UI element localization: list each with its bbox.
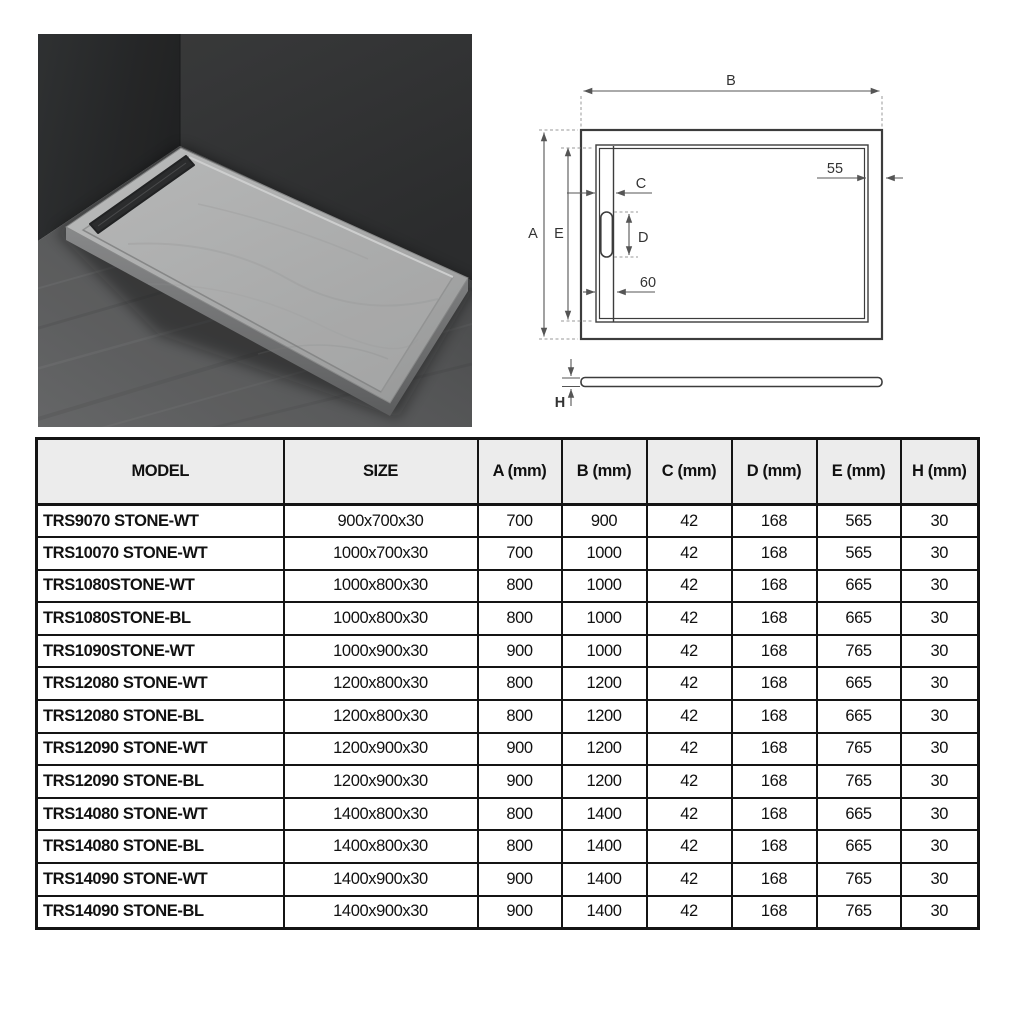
cell-h: 30	[901, 733, 979, 766]
cell-d: 168	[732, 830, 817, 863]
table-row	[37, 700, 979, 733]
diagram-svg	[490, 28, 1005, 430]
cell-e: 665	[817, 570, 901, 603]
dim-label-a: A	[528, 226, 538, 242]
cell-c: 42	[647, 700, 732, 733]
table-row	[37, 537, 979, 570]
cell-c: 42	[647, 896, 732, 929]
dim-value-55: 55	[826, 161, 844, 177]
cell-b: 1200	[562, 700, 647, 733]
cell-b: 1200	[562, 733, 647, 766]
dim-label-c: C	[635, 176, 647, 192]
cell-size: 900x700x30	[284, 505, 478, 538]
cell-size: 1200x800x30	[284, 700, 478, 733]
cell-a: 900	[478, 765, 562, 798]
cell-h: 30	[901, 570, 979, 603]
cell-a: 800	[478, 830, 562, 863]
header-b: B (mm)	[562, 439, 647, 505]
cell-h: 30	[901, 667, 979, 700]
spec-table-body	[37, 505, 979, 929]
header-a: A (mm)	[478, 439, 562, 505]
cell-d: 168	[732, 863, 817, 896]
cell-a: 900	[478, 635, 562, 668]
cell-e: 665	[817, 700, 901, 733]
header-d: D (mm)	[732, 439, 817, 505]
cell-a: 800	[478, 667, 562, 700]
cell-d: 168	[732, 570, 817, 603]
cell-model: TRS12080 STONE-BL	[37, 700, 284, 733]
cell-a: 900	[478, 733, 562, 766]
cell-a: 900	[478, 863, 562, 896]
cell-b: 1400	[562, 830, 647, 863]
cell-e: 765	[817, 896, 901, 929]
cell-h: 30	[901, 537, 979, 570]
cell-e: 665	[817, 798, 901, 831]
photo-scene	[38, 34, 472, 427]
cell-b: 1000	[562, 635, 647, 668]
cell-size: 1000x700x30	[284, 537, 478, 570]
table-row	[37, 733, 979, 766]
table-row	[37, 830, 979, 863]
cell-d: 168	[732, 896, 817, 929]
cell-h: 30	[901, 505, 979, 538]
cell-e: 565	[817, 537, 901, 570]
cell-model: TRS14080 STONE-WT	[37, 798, 284, 831]
cell-size: 1400x800x30	[284, 830, 478, 863]
cell-model: TRS12090 STONE-WT	[37, 733, 284, 766]
cell-c: 42	[647, 765, 732, 798]
product-photo	[38, 34, 472, 427]
table-row	[37, 863, 979, 896]
cell-e: 665	[817, 602, 901, 635]
cell-c: 42	[647, 863, 732, 896]
header-h: H (mm)	[901, 439, 979, 505]
cell-size: 1000x900x30	[284, 635, 478, 668]
cell-h: 30	[901, 798, 979, 831]
cell-size: 1000x800x30	[284, 602, 478, 635]
cell-d: 168	[732, 700, 817, 733]
cell-e: 665	[817, 667, 901, 700]
cell-c: 42	[647, 635, 732, 668]
cell-h: 30	[901, 863, 979, 896]
cell-d: 168	[732, 505, 817, 538]
cell-d: 168	[732, 667, 817, 700]
cell-e: 765	[817, 863, 901, 896]
cell-e: 765	[817, 635, 901, 668]
header-e: E (mm)	[817, 439, 901, 505]
cell-b: 1200	[562, 667, 647, 700]
table-row	[37, 765, 979, 798]
spec-table	[35, 437, 980, 930]
cell-b: 900	[562, 505, 647, 538]
cell-a: 800	[478, 602, 562, 635]
cell-b: 1400	[562, 798, 647, 831]
cell-b: 1000	[562, 537, 647, 570]
cell-h: 30	[901, 830, 979, 863]
cell-c: 42	[647, 505, 732, 538]
cell-b: 1200	[562, 765, 647, 798]
cell-d: 168	[732, 733, 817, 766]
cell-size: 1400x900x30	[284, 863, 478, 896]
cell-model: TRS14090 STONE-WT	[37, 863, 284, 896]
cell-b: 1000	[562, 570, 647, 603]
cell-a: 800	[478, 700, 562, 733]
cell-a: 900	[478, 896, 562, 929]
cell-h: 30	[901, 700, 979, 733]
cell-h: 30	[901, 635, 979, 668]
cell-b: 1400	[562, 863, 647, 896]
cell-size: 1000x800x30	[284, 570, 478, 603]
cell-model: TRS9070 STONE-WT	[37, 505, 284, 538]
dim-label-e: E	[554, 226, 564, 242]
side-view	[581, 378, 882, 387]
header-model: MODEL	[37, 439, 284, 505]
cell-size: 1200x800x30	[284, 667, 478, 700]
table-row	[37, 896, 979, 929]
cell-d: 168	[732, 537, 817, 570]
cell-c: 42	[647, 570, 732, 603]
cell-h: 30	[901, 602, 979, 635]
cell-b: 1400	[562, 896, 647, 929]
cell-b: 1000	[562, 602, 647, 635]
cell-a: 700	[478, 537, 562, 570]
cell-model: TRS10070 STONE-WT	[37, 537, 284, 570]
cell-a: 800	[478, 798, 562, 831]
cell-model: TRS12090 STONE-BL	[37, 765, 284, 798]
cell-model: TRS14090 STONE-BL	[37, 896, 284, 929]
cell-d: 168	[732, 635, 817, 668]
cell-h: 30	[901, 765, 979, 798]
cell-size: 1200x900x30	[284, 733, 478, 766]
table-row	[37, 505, 979, 538]
cell-c: 42	[647, 537, 732, 570]
cell-size: 1200x900x30	[284, 765, 478, 798]
table-row	[37, 602, 979, 635]
cell-e: 665	[817, 830, 901, 863]
cell-size: 1400x900x30	[284, 896, 478, 929]
table-row	[37, 667, 979, 700]
cell-e: 565	[817, 505, 901, 538]
cell-c: 42	[647, 798, 732, 831]
dim-label-b: B	[726, 73, 736, 89]
header-c: C (mm)	[647, 439, 732, 505]
cell-model: TRS1080STONE-WT	[37, 570, 284, 603]
table-header-row	[37, 439, 979, 505]
cell-h: 30	[901, 896, 979, 929]
cell-e: 765	[817, 733, 901, 766]
cell-c: 42	[647, 830, 732, 863]
drain-outline	[601, 212, 613, 257]
cell-model: TRS1080STONE-BL	[37, 602, 284, 635]
cell-d: 168	[732, 765, 817, 798]
table-row	[37, 570, 979, 603]
cell-size: 1400x800x30	[284, 798, 478, 831]
cell-model: TRS12080 STONE-WT	[37, 667, 284, 700]
cell-d: 168	[732, 798, 817, 831]
cell-e: 765	[817, 765, 901, 798]
cell-model: TRS14080 STONE-BL	[37, 830, 284, 863]
table-row	[37, 798, 979, 831]
cell-c: 42	[647, 733, 732, 766]
dim-label-d: D	[638, 230, 649, 246]
dim-value-60: 60	[639, 275, 657, 291]
cell-model: TRS1090STONE-WT	[37, 635, 284, 668]
cell-d: 168	[732, 602, 817, 635]
table-row	[37, 635, 979, 668]
cell-a: 700	[478, 505, 562, 538]
cell-c: 42	[647, 667, 732, 700]
dimension-diagram	[490, 28, 1005, 430]
header-size: SIZE	[284, 439, 478, 505]
cell-c: 42	[647, 602, 732, 635]
dim-label-h: H	[554, 395, 566, 411]
cell-a: 800	[478, 570, 562, 603]
